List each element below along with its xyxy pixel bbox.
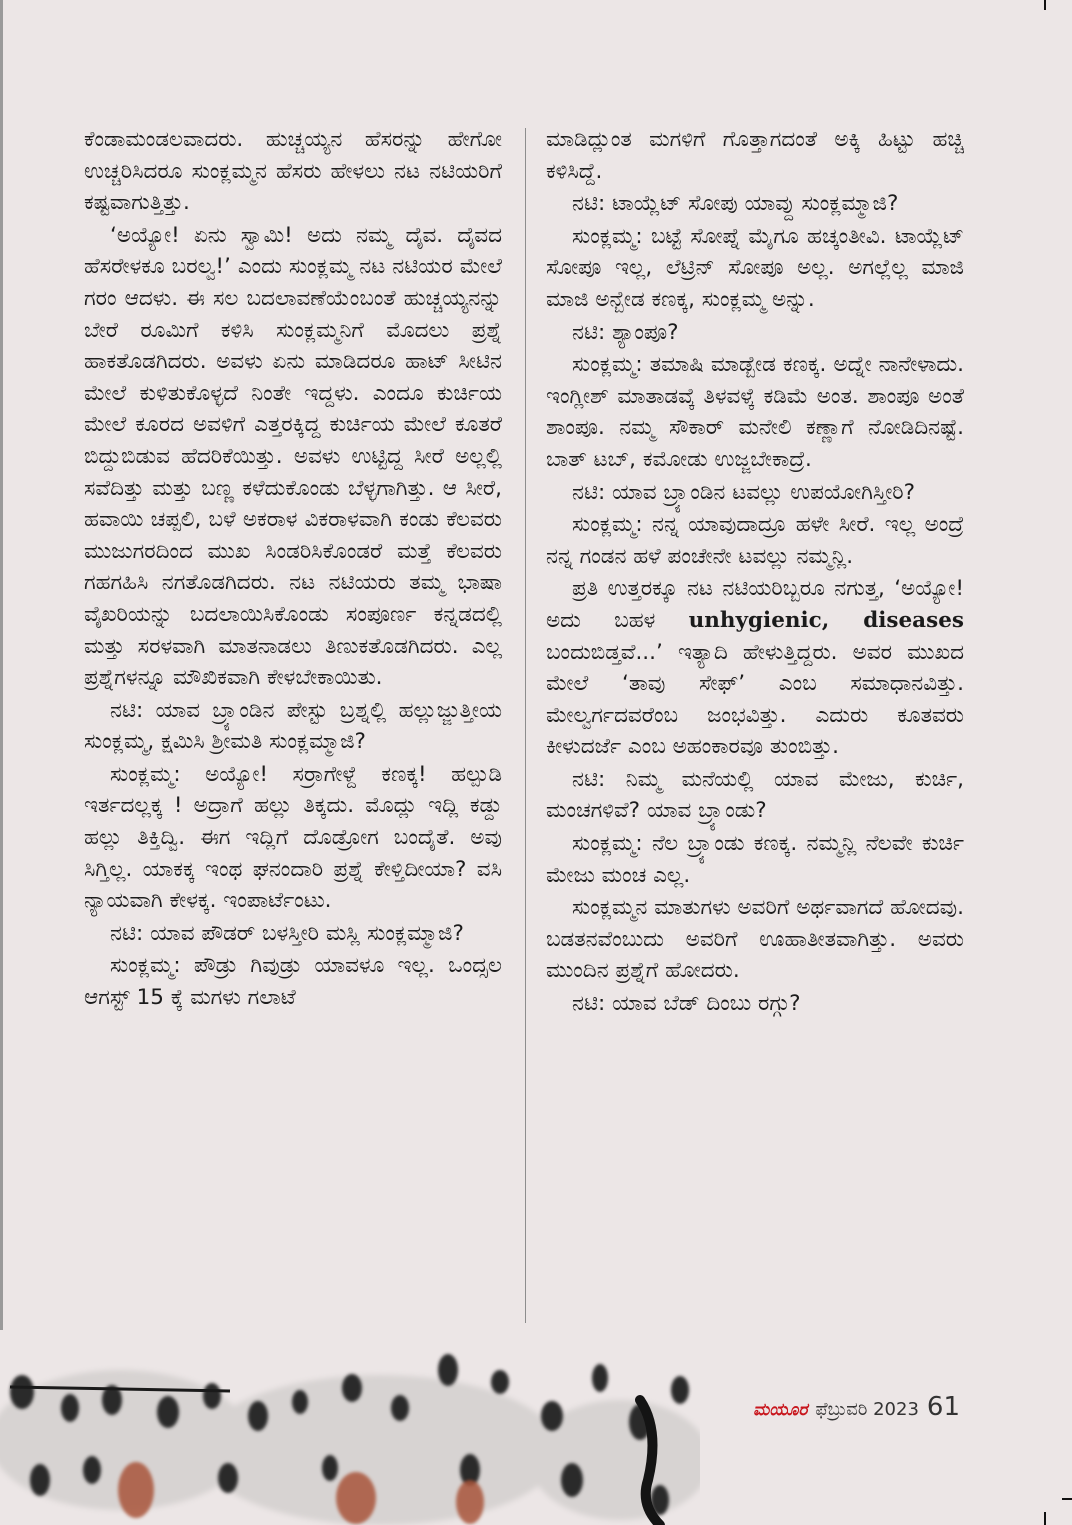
paragraph: ಸುಂಕ್ಲಮ್ಮ: ನನ್ನ ಯಾವುದಾದ್ರೂ ಹಳೇ ಸೀರೆ. ಇಲ್ಲ ಅಂದ್ರೆ ನನ್ನ ಗಂಡನ ಹಳೆ ಪಂಚೇನೇ ಟವಲ್ಲು ನಮ್ಮನ್ಲಿ. [546,512,964,569]
page-edge [0,0,3,1525]
paragraph: ಸುಂಕ್ಲಮ್ಮ: ಅಯ್ಯೋ! ಸರ್ರಾಗೇಳ್ದೆ ಕಣಕ್ಕ! ಹಲ್ಪುಡಿ ಇರ್ತದಲ್ಲಕ್ಕ ! ಅದ್ರಾಗೆ ಹಲ್ಲು ತಿಕ್ಕದು. ಮೊದ್ಲು ಇದ್ಲಿ ಕಡ್ದು ಹಲ್ಲು ತಿಕ್ತಿದ್ವಿ. ಈಗ ಇದ್ಲಿಗೆ ದೊಡ್ರೋಗ ಬಂದೈತೆ. ಅವು ಸಿಗ್ತಿಲ್ಲ. ಯಾಕಕ್ಕ ಇಂಥ ಘನಂದಾರಿ ಪ್ರಶ್ನೆ ಕೇಳ್ತಿದೀಯಾ? ವಸಿ ನ್ಯಾಯವಾಗಿ ಕೇಳಕ್ಕ. ಇಂಪಾರ್ಟೆಂಟು. [84,761,502,914]
left-column [84,124,502,1014]
crop-mark-bottom-right [1044,1512,1046,1525]
issue-date: ಫೆಬ್ರುವರಿ 2023 [815,1399,919,1420]
paragraph: ನಟಿ: ಯಾವ ಬ್ರ್ಯಾಂಡಿನ ಪೇಸ್ಟು ಬ್ರಶ್ನಲ್ಲಿ ಹಲ್ಲುಜ್ಜುತ್ತೀಯ ಸುಂಕ್ಲಮ್ಮ, ಕ್ಷಮಿಸಿ ಶ್ರೀಮತಿ ಸುಂಕ್ಲಮ್ಮಾಜಿ? [84,697,502,755]
paragraph: ನಟಿ: ಶ್ಯಾಂಪೂ? [572,319,679,345]
paragraph: ಸುಂಕ್ಲಮ್ಮನ ಮಾತುಗಳು ಅವರಿಗೆ ಅರ್ಥವಾಗದೆ ಹೋದವು. ಬಡತನವೆಂಬುದು ಅವರಿಗೆ ಊಹಾತೀತವಾಗಿತ್ತು. ಅವರು ಮುಂದಿನ ಪ್ರಶ್ನೆಗೆ ಹೋದರು. [546,895,964,984]
english-bold-phrase: unhygienic, diseases [688,607,964,633]
paragraph: ಸುಂಕ್ಲಮ್ಮ: ಬಟ್ಟೆ ಸೋಪ್ನೆ ಮೈಗೂ ಹಚ್ಕಂತೀವಿ. ಟಾಯ್ಲೆಟ್ ಸೋಪೂ ಇಲ್ಲ, ಲೆಟ್ರಿನ್ ಸೋಪೂ ಅಲ್ಲ. ಅಗಲ್ಲೆಲ್ಲ ಮಾಜಿ ಮಾಜಿ ಅನ್ಬೇಡ ಕಣಕ್ಕ, ಸುಂಕ್ಲಮ್ಮ ಅನ್ನು. [546,223,964,312]
paragraph: ಮಾಡಿದ್ಲುಂತ ಮಗಳಿಗೆ ಗೊತ್ತಾಗದಂತೆ ಅಕ್ಕಿ ಹಿಟ್ಟು ಹಚ್ಚಿ ಕಳಿಸಿದ್ದೆ. [546,127,964,184]
paragraph-text: ಪ್ರತಿ ಉತ್ತರಕ್ಕೂ ನಟ ನಟಿಯರಿಬ್ಬರೂ ನಗುತ್ತ, ‘ಅಯ್ಯೋ! ಅದು ಬಹಳ [546,576,964,633]
paragraph: ನಟಿ: ಯಾವ ಬೆಡ್ ದಿಂಬು ರಗ್ಗು? [572,991,801,1017]
paragraph: ಸುಂಕ್ಲಮ್ಮ: ತಮಾಷಿ ಮಾಡ್ಬೇಡ ಕಣಕ್ಕ. ಅದ್ನೇ ನಾನೇಳಾದು. ಇಂಗ್ಲೀಶ್ ಮಾತಾಡವ್ಕೆ ತಿಳವಳ್ಕೆ ಕಡಿಮೆ ಅಂತ. ಶಾಂಪೂ ಅಂತೆ ಶಾಂಪೂ. ನಮ್ಮ ಸೌಕಾರ್ ಮನೇಲಿ ಕಣ್ಣಾಗೆ ನೋಡಿದಿನಷ್ಟೆ. ಬಾತ್ ಟಬ್, ಕಮೋಡು ಉಜ್ಜಬೇಕಾದ್ರೆ. [546,352,964,472]
paragraph: ‘ಅಯ್ಯೋ! ಏನು ಸ್ವಾಮಿ! ಅದು ನಮ್ಮ ದೈವ. ದೈವದ ಹೆಸರೇಳಕೂ ಬರಲ್ವ!’ ಎಂದು ಸುಂಕ್ಲಮ್ಮ ನಟ ನಟಿಯರ ಮೇಲೆ ಗರಂ ಆದಳು. ಈ ಸಲ ಬದಲಾವಣೆಯೆಂಬಂತೆ ಹುಚ್ಚಯ್ಯನನ್ನು ಬೇರೆ ರೂಮಿಗೆ ಕಳಿಸಿ ಸುಂಕ್ಲಮ್ಮನಿಗೆ ಮೊದಲು ಪ್ರಶ್ನೆ ಹಾಕತೊಡಗಿದರು. ಅವಳು ಏನು ಮಾಡಿದರೂ ಹಾಟ್ ಸೀಟಿನ ಮೇಲೆ ಕುಳಿತುಕೊಳ್ಳದೆ ನಿಂತೇ ಇದ್ದಳು. ಎಂದೂ ಕುರ್ಚಿಯ ಮೇಲೆ ಕೂರದ ಅವಳಿಗೆ ಎತ್ತರಕ್ಕಿದ್ದ ಕುರ್ಚಿಯ ಮೇಲೆ ಕೂತರೆ ಬಿದ್ದುಬಿಡುವ ಹೆದರಿಕೆಯಿತ್ತು. ಅವಳು ಉಟ್ಟಿದ್ದ ಸೀರೆ ಅಲ್ಲಲ್ಲಿ ಸವೆದಿತ್ತು ಮತ್ತು ಬಣ್ಣ ಕಳೆದುಕೊಂಡು ಬೆಳ್ಳಗಾಗಿತ್ತು. ಆ ಸೀರೆ, ಹವಾಯಿ ಚಪ್ಪಲಿ, ಬಳೆ ಅಕರಾಳ ವಿಕರಾಳವಾಗಿ ಕಂಡು ಕೆಲವರು ಮುಜುಗರದಿಂದ ಮುಖ ಸಿಂಡರಿಸಿಕೊಂಡರೆ ಮತ್ತೆ ಕೆಲವರು ಗಹಗಹಿಸಿ ನಗತೊಡಗಿದರು. ನಟ ನಟಿಯರು ತಮ್ಮ ಭಾಷಾ ವೈಖರಿಯನ್ನು ಬದಲಾಯಿಸಿಕೊಂಡು ಸಂಪೂರ್ಣ ಕನ್ನಡದಲ್ಲಿ ಮತ್ತು ಸರಳವಾಗಿ ಮಾತನಾಡಲು ತಿಣುಕತೊಡಗಿದರು. ಎಲ್ಲ ಪ್ರಶ್ನೆಗಳನ್ನೂ ಮೌಖಿಕವಾಗಿ ಕೇಳಬೇಕಾಯಿತು. [84,222,502,691]
ink-wash-illustration [0,1330,700,1525]
paragraph [546,573,964,763]
crop-mark-top-right [1044,0,1046,10]
magazine-brand: ಮಯೂರ [753,1400,808,1420]
crop-mark-right-bottom [1062,1498,1072,1500]
right-column [546,124,964,1020]
paragraph: ಸುಂಕ್ಲಮ್ಮ: ನೆಲ ಬ್ರ್ಯಾಂಡು ಕಣಕ್ಕ. ನಮ್ಮನ್ಲಿ ನೆಲವೇ ಕುರ್ಚಿ ಮೇಜು ಮಂಚ ಎಲ್ಲ. [546,831,964,888]
page-number: 61 [926,1392,960,1422]
paragraph: ನಟಿ: ಯಾವ ಪೌಡರ್ ಬಳಸ್ತೀರಿ ಮಸ್ಲಿ ಸುಂಕ್ಲಮ್ಮಾಜಿ? [110,920,464,946]
paragraph: ನಟಿ: ನಿಮ್ಮ ಮನೆಯಲ್ಲಿ ಯಾವ ಮೇಜು, ಕುರ್ಚಿ, ಮಂಚಗಳಿವೆ? ಯಾವ ಬ್ರ್ಯಾಂಡು? [546,766,964,824]
paragraph-text: ಬಂದುಬಿಡ್ತವೆ...’ ಇತ್ಯಾದಿ ಹೇಳುತ್ತಿದ್ದರು. ಅವರ ಮುಖದ ಮೇಲೆ ‘ತಾವು ಸೇಫ್’ ಎಂಬ ಸಮಾಧಾನವಿತ್ತು. ಮೇಲ್ವರ್ಗದವರೆಂಬ ಜಂಭವಿತ್ತು. ಎದುರು ಕೂತವರು ಕೀಳುದರ್ಜೆ ಎಂಬ ಅಹಂಕಾರವೂ ತುಂಬಿತ್ತು. [546,639,964,760]
column-divider [525,128,526,1323]
page-footer [753,1392,960,1428]
paragraph: ನಟಿ: ಟಾಯ್ಲೆಟ್ ಸೋಪು ಯಾವ್ದು ಸುಂಕ್ಲಮ್ಮಾಜಿ? [572,191,899,217]
article-body [84,124,966,1324]
paragraph: ಸುಂಕ್ಲಮ್ಮ: ಪೌಡ್ರು ಗಿವುಡ್ರು ಯಾವಳೂ ಇಲ್ಲ. ಒಂದ್ಸಲ ಆಗಸ್ಟ್ 15 ಕ್ಕೆ ಮಗಳು ಗಲಾಟೆ [84,953,502,1011]
paragraph: ನಟಿ: ಯಾವ ಬ್ರ್ಯಾಂಡಿನ ಟವಲ್ಲು ಉಪಯೋಗಿಸ್ತೀರಿ? [572,479,916,505]
paragraph: ಕೆಂಡಾಮಂಡಲವಾದರು. ಹುಚ್ಚಯ್ಯನ ಹೆಸರನ್ನು ಹೇಗೋ ಉಚ್ಚರಿಸಿದರೂ ಸುಂಕ್ಲಮ್ಮನ ಹೆಸರು ಹೇಳಲು ನಟ ನಟಿಯರಿಗೆ ಕಷ್ಟವಾಗುತ್ತಿತ್ತು. [84,127,502,216]
